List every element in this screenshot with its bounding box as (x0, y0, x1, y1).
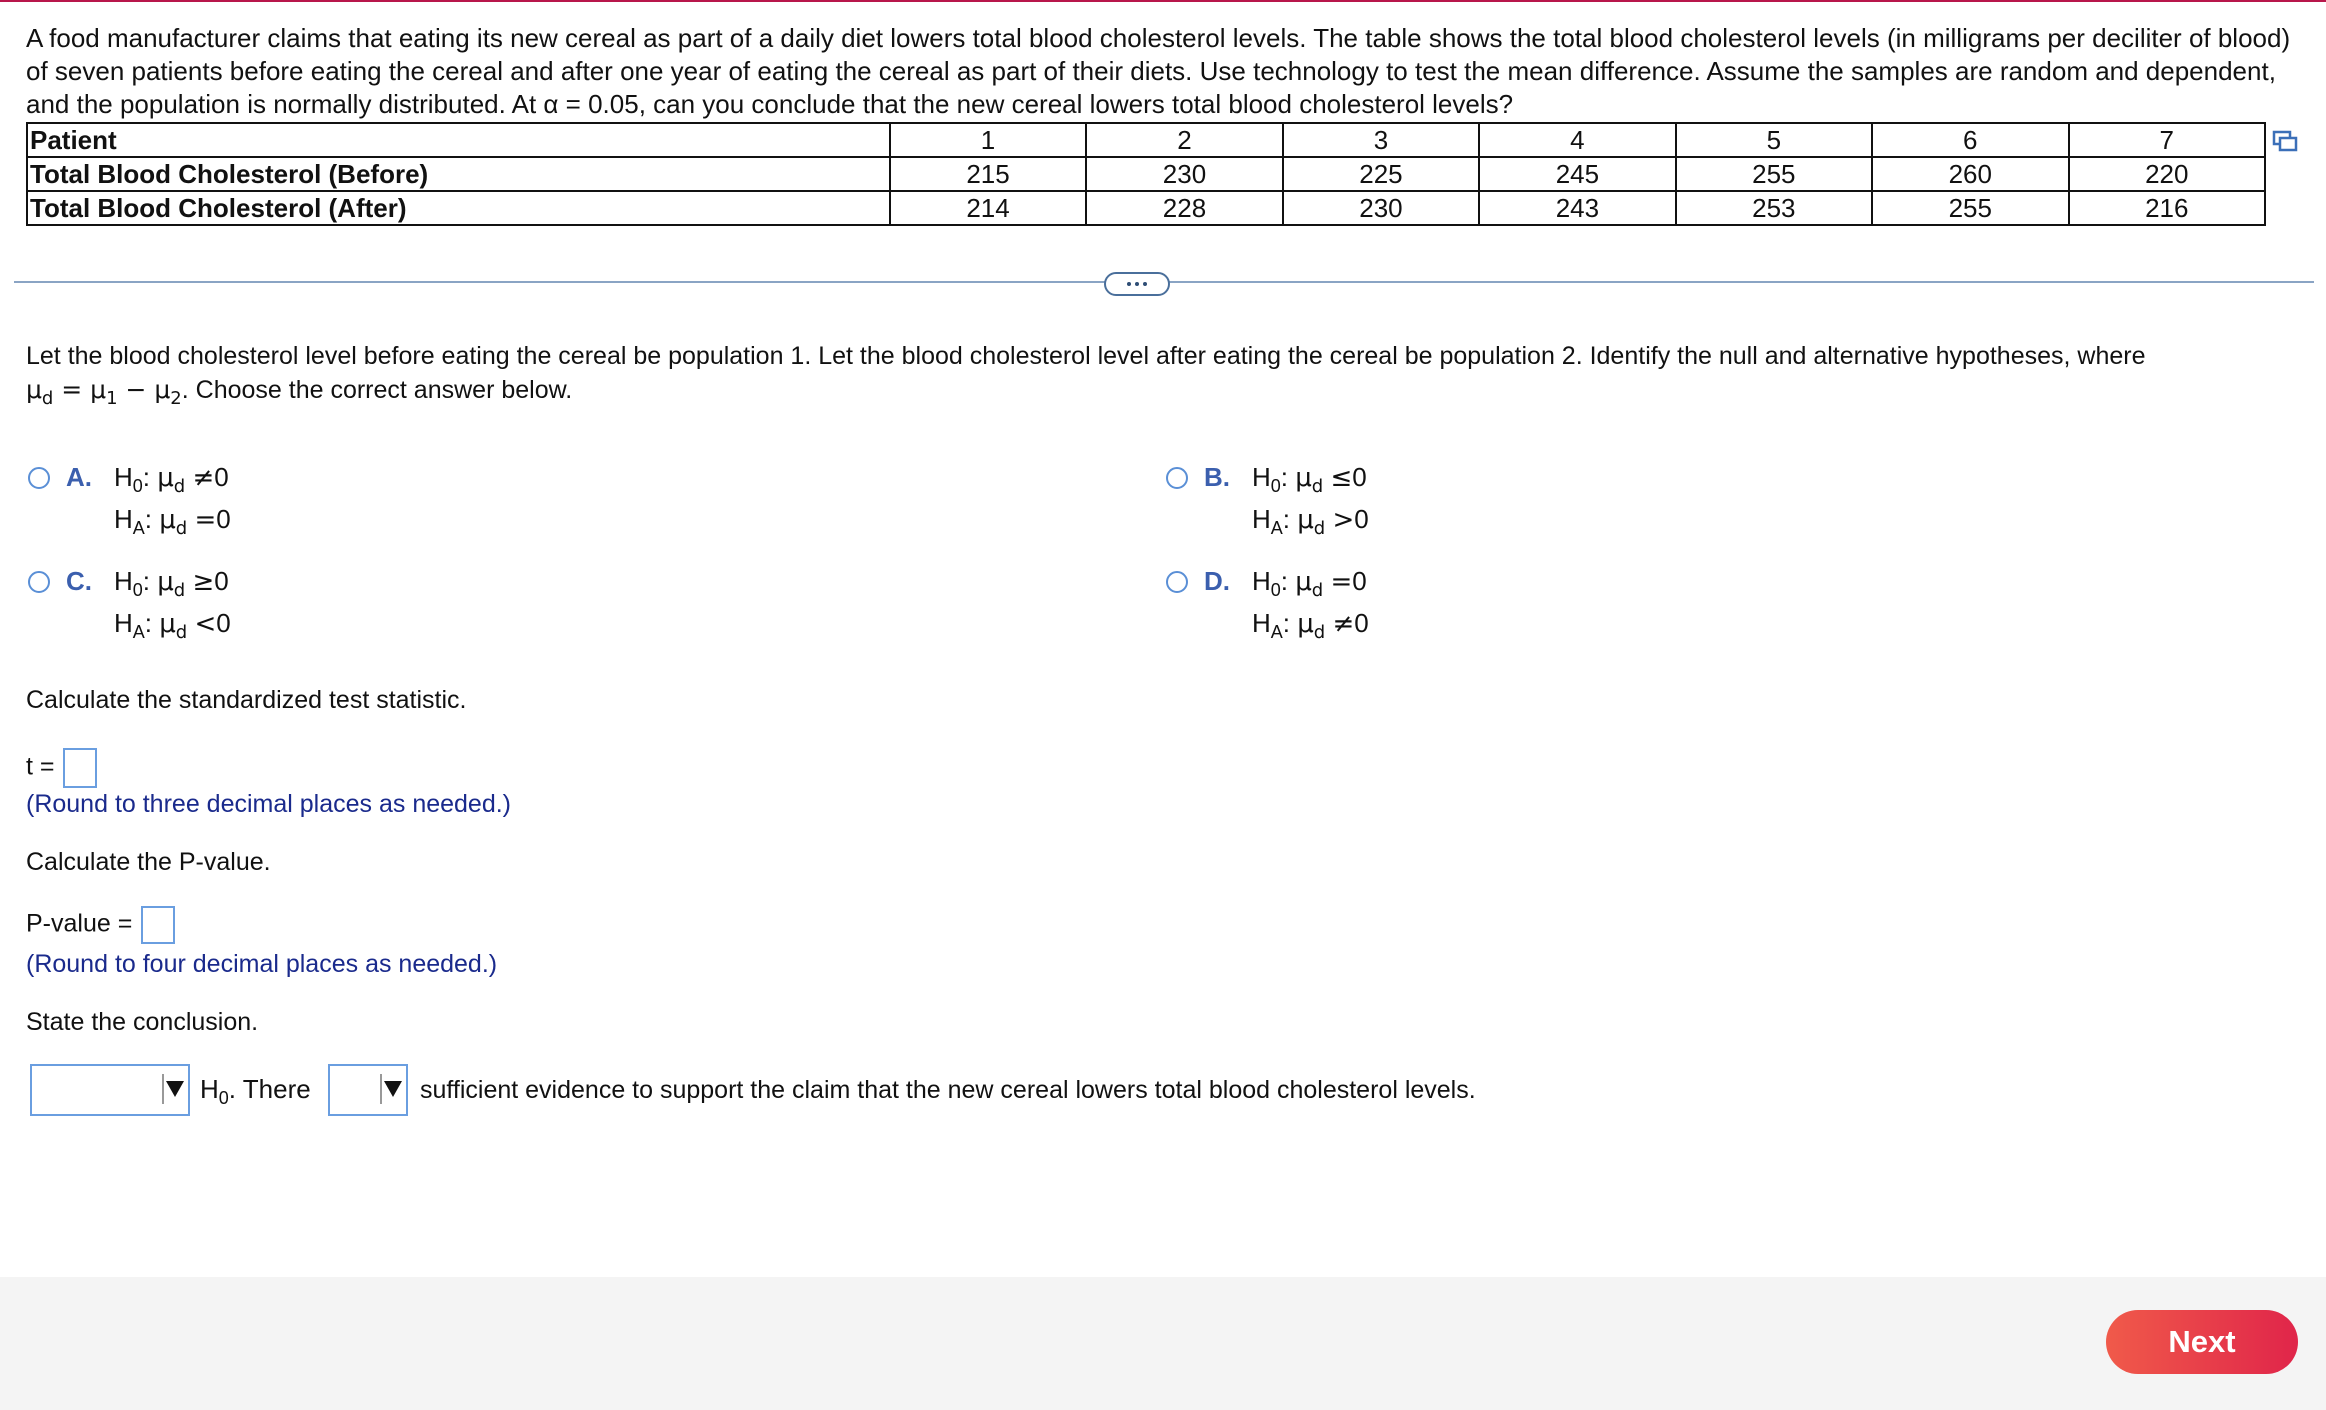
alt-hypothesis: $H_A$: $\mu_d >0$ (1252, 504, 1369, 539)
operator: > (1332, 505, 1355, 535)
table-cell: 253 (1676, 191, 1872, 225)
table-cell: 255 (1676, 157, 1872, 191)
dot-icon (1127, 282, 1131, 286)
table-cell: 4 (1479, 123, 1675, 157)
table-cell: 215 (890, 157, 1086, 191)
p-value-input[interactable] (141, 906, 175, 944)
table-cell: 243 (1479, 191, 1675, 225)
null-hypothesis: $H_0$: $\mu_d \ge 0$ (114, 566, 229, 601)
table-row (27, 123, 2265, 157)
hyp-value: 0 (216, 504, 231, 534)
chevron-down-icon (162, 1074, 186, 1104)
table-cell: 225 (1283, 157, 1479, 191)
question-line-1: Let the blood cholesterol level before eating the cereal be population 1. Let the blood cholesterol level after eating the cereal be population 2. Identify the null and alternative hypotheses, where (26, 342, 2146, 370)
table-cell: 5 (1676, 123, 1872, 157)
footer-bar (0, 1277, 2326, 1410)
p-value-row (26, 906, 175, 944)
hyp-value: 0 (214, 566, 229, 596)
table-cell: 3 (1283, 123, 1479, 157)
problem-line-3: and the population is normally distributed. At α = 0.05, can you conclude that the new cereal lowers total blood cholesterol levels? (26, 89, 1514, 119)
radio-c[interactable] (28, 571, 50, 593)
row-header: Total Blood Cholesterol (After) (27, 191, 890, 225)
hypothesis-question (26, 340, 2286, 407)
alt-hypothesis: $H_A$: $\mu_d \ne 0$ (1252, 608, 1369, 643)
copy-data-icon[interactable] (2272, 130, 2298, 152)
p-value-label: P-value = (26, 909, 133, 938)
choice-letter: C. (66, 566, 92, 596)
table-cell: 255 (1872, 191, 2068, 225)
t-stat-input[interactable] (63, 748, 97, 788)
problem-line-2: of seven patients before eating the cereal and after one year of eating the cereal as part of their diets. Use technology to test the mean difference. Assume the samples are random and dependent, (26, 56, 2276, 86)
operator: ≠ (192, 463, 215, 493)
decision-dropdown[interactable] (30, 1064, 190, 1116)
radio-b[interactable] (1166, 467, 1188, 489)
operator: = (194, 505, 217, 535)
conclusion-mid: $H_0$. There (200, 1074, 311, 1108)
hyp-value: 0 (1352, 462, 1367, 492)
mu-d-definition: $\mu_d = \mu_1 - \mu_2$ (26, 375, 182, 409)
operator: ≠ (1332, 609, 1355, 639)
table-cell: 6 (1872, 123, 2068, 157)
problem-line-1: A food manufacturer claims that eating its new cereal as part of a daily diet lowers total blood cholesterol levels. The table shows the total blood cholesterol levels (in milligrams per deciliter of blood) (26, 23, 2291, 53)
expand-more-button[interactable] (1104, 272, 1170, 296)
table-row (27, 157, 2265, 191)
conclusion-prompt: State the conclusion. (26, 1008, 259, 1036)
radio-a[interactable] (28, 467, 50, 489)
alt-hypothesis: $H_A$: $\mu_d <0$ (114, 608, 231, 643)
radio-d[interactable] (1166, 571, 1188, 593)
operator: = (1330, 567, 1353, 597)
table-cell: 228 (1086, 191, 1282, 225)
alt-hypothesis: $H_A$: $\mu_d =0$ (114, 504, 231, 539)
conclusion-mid-text: . There (228, 1074, 311, 1104)
t-label: t = (26, 752, 55, 781)
choice-letter: A. (66, 462, 92, 492)
choice-c[interactable] (28, 560, 628, 650)
p-value-prompt: Calculate the P-value. (26, 848, 271, 876)
t-stat-row (26, 748, 97, 788)
test-stat-prompt: Calculate the standardized test statistic. (26, 686, 467, 714)
table-cell: 220 (2069, 157, 2265, 191)
operator: ≥ (192, 567, 215, 597)
table-cell: 260 (1872, 157, 2068, 191)
table-cell: 214 (890, 191, 1086, 225)
table-row (27, 191, 2265, 225)
conclusion-tail: sufficient evidence to support the claim that the new cereal lowers total blood cholesterol levels. (420, 1076, 1476, 1104)
choice-b[interactable] (1166, 456, 1766, 546)
row-header: Patient (27, 123, 890, 157)
question-line-2-tail: . Choose the correct answer below. (181, 376, 573, 404)
row-header: Total Blood Cholesterol (Before) (27, 157, 890, 191)
table-cell: 2 (1086, 123, 1282, 157)
choice-d[interactable] (1166, 560, 1766, 650)
null-hypothesis: $H_0$: $\mu_d =0$ (1252, 566, 1367, 601)
chevron-down-icon (380, 1074, 404, 1104)
table-cell: 1 (890, 123, 1086, 157)
choice-letter: D. (1204, 566, 1230, 596)
table-cell: 216 (2069, 191, 2265, 225)
hyp-value: 0 (216, 608, 231, 638)
problem-statement (26, 22, 2296, 121)
choice-letter: B. (1204, 462, 1230, 492)
null-hypothesis: $H_0$: $\mu_d \ne 0$ (114, 462, 229, 497)
evidence-dropdown[interactable] (328, 1064, 408, 1116)
top-accent-line (0, 0, 2326, 2)
next-button[interactable]: Next (2106, 1310, 2298, 1374)
dot-icon (1143, 282, 1147, 286)
t-stat-hint: (Round to three decimal places as needed.) (26, 790, 512, 818)
question-line-2 (26, 373, 2286, 407)
table-cell: 230 (1086, 157, 1282, 191)
cholesterol-table (26, 122, 2266, 226)
operator: < (194, 609, 217, 639)
hyp-value: 0 (214, 462, 229, 492)
null-hypothesis: $H_0$: $\mu_d \le 0$ (1252, 462, 1367, 497)
hyp-value: 0 (1354, 504, 1369, 534)
hyp-value: 0 (1352, 566, 1367, 596)
choice-a[interactable] (28, 456, 628, 546)
table-cell: 230 (1283, 191, 1479, 225)
operator: ≤ (1330, 463, 1353, 493)
p-value-hint: (Round to four decimal places as needed.) (26, 950, 498, 978)
dot-icon (1135, 282, 1139, 286)
hyp-value: 0 (1354, 608, 1369, 638)
table-cell: 7 (2069, 123, 2265, 157)
table-cell: 245 (1479, 157, 1675, 191)
